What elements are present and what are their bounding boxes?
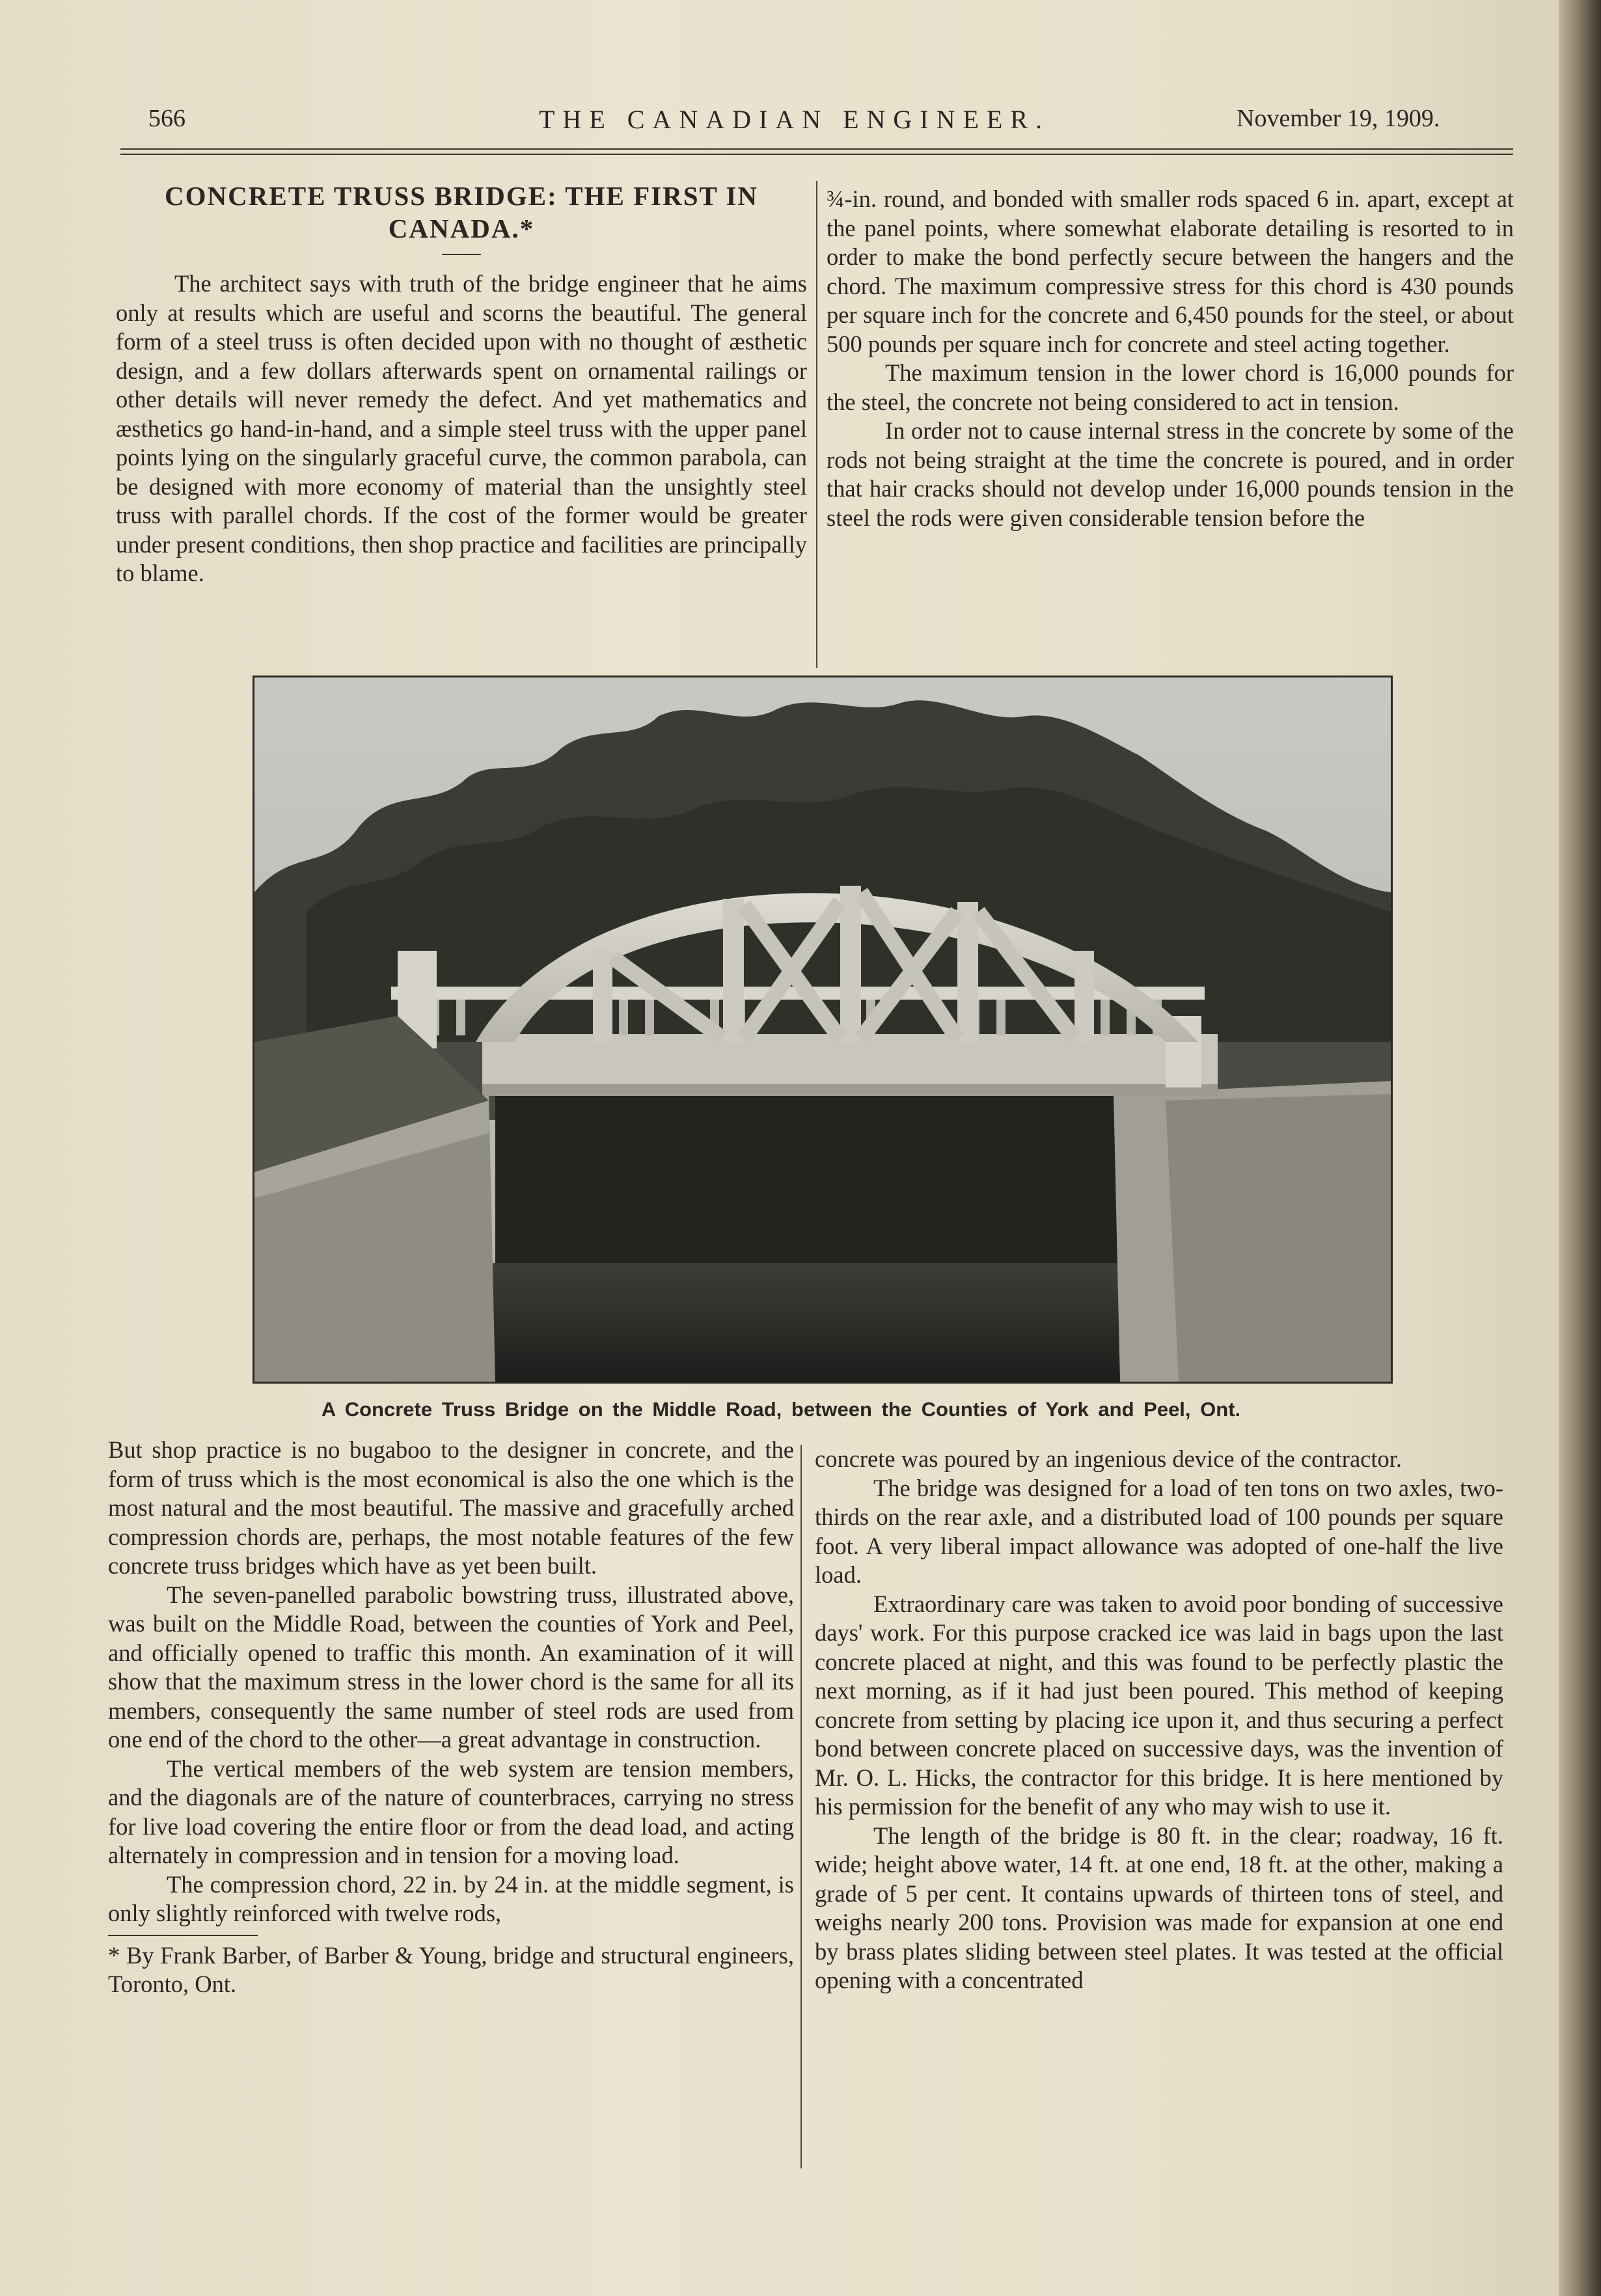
paragraph: Extraordinary care was taken to avoid poor bonding of successive days' work. For this purpose cracked ice was laid in bags upon the last concrete placed at night, and this was found to be perfectly plastic the next morning, as if it had just been poured. This method of keeping concrete from setting by placing ice upon it, and thus securing a perfect bond between concrete placed on successive days, was the invention of Mr. O. L. Hicks, the contractor for this bridge. It is here mentioned by his permission for the benefit of any who may wish to use it. — [815, 1590, 1503, 1820]
column-rule-top — [816, 181, 817, 668]
paragraph: The bridge was designed for a load of ten tons on two axles, two-thirds on the rear axle, and a distributed load of 100 pounds per square foot. A very liberal impact allowance was adopted of one-half the live load. — [815, 1474, 1503, 1588]
footnote-rule — [108, 1935, 258, 1936]
paragraph: The compression chord, 22 in. by 24 in. at the middle segment, is only slightly reinforced with twelve rods, — [108, 1870, 794, 1926]
header-rule — [120, 148, 1513, 150]
bridge-photograph — [253, 676, 1393, 1384]
running-head — [0, 104, 1562, 143]
header-rule-double — [120, 154, 1513, 155]
paragraph: The architect says with truth of the bridge engineer that he aims only at results which are useful and scorns the beautiful. The general form of a steel truss is often decided upon with no thought of æsthetic design, and a few dollars afterwards spent on ornamental railings or other details will never remedy the defect. And yet mathematics and æsthetics go hand-in-hand, and a simple steel truss with the upper panel points lying on the singularly graceful curve, the common parabola, can be designed with more economy of material than the unsightly steel truss with parallel chords. If the cost of the former would be greater under present conditions, then shop practice and facilities are principally to blame. — [116, 270, 807, 586]
paragraph: The seven-panelled parabolic bowstring truss, illustrated above, was built on the Middle Road, between the counties of York and Peel, and officially opened to traffic this month. An examination of it will show that the maximum stress in the lower chord is the same for all its members, consequently the same number of steel rods are used from one end of the chord to the other—a great advantage in construction. — [108, 1581, 794, 1753]
paragraph: The length of the bridge is 80 ft. in the clear; roadway, 16 ft. wide; height above water, 14 ft. at one end, 18 ft. at the other, making a grade of 5 per cent. It contains upwards of thirteen tons of steel, and weighs nearly 200 tons. Provision was made for expansion at one end by brass plates sliding between steel plates. It was tested at the official opening with a concentrated — [815, 1822, 1503, 1993]
column-right-top — [827, 185, 1514, 532]
footnote: * By Frank Barber, of Barber & Young, bridge and structural engineers, Toronto, Ont. — [108, 1941, 794, 1997]
column-left-bottom — [108, 1436, 794, 1999]
journal-name: THE CANADIAN ENGINEER. — [539, 105, 1050, 134]
article-title-line-1: CONCRETE TRUSS BRIDGE: THE FIRST IN — [165, 181, 758, 211]
paragraph: The vertical members of the web system are tension members, and the diagonals are of the nature of counterbraces, carrying no stress for live load covering the entire floor or from the dead load, and acting alternately in compression and in tension for a moving load. — [108, 1755, 794, 1868]
issue-date: November 19, 1909. — [1237, 105, 1440, 132]
article-title — [116, 180, 807, 245]
photo-caption: A Concrete Truss Bridge on the Middle Road, between the Counties of York and Peel, Ont. — [321, 1398, 1241, 1421]
article-title-line-2: CANADA.* — [388, 213, 535, 243]
column-right-bottom — [815, 1445, 1503, 1995]
page-number: 566 — [148, 105, 185, 132]
paragraph: concrete was poured by an ingenious device of the contractor. — [815, 1445, 1403, 1472]
column-rule-bottom — [800, 1445, 802, 2168]
column-left-top — [116, 180, 807, 588]
paragraph: ¾-in. round, and bonded with smaller rods spaced 6 in. apart, except at the panel points, where somewhat elaborate detailing is resorted to in order to make the bond perfectly secure between the hangers and the chord. The maximum compressive stress for this chord is 430 pounds per square inch for the concrete and 6,450 pounds for the steel, or about 500 pounds per square inch for concrete and steel acting together. — [827, 185, 1514, 357]
paragraph: The maximum tension in the lower chord is 16,000 pounds for the steel, the concrete not being considered to act in tension. — [827, 359, 1514, 415]
paragraph: But shop practice is no bugaboo to the designer in concrete, and the form of truss which is the most economical is also the one which is the most natural and the most beautiful. The massive and gracefully arched compression chords are, perhaps, the most notable features of the few concrete truss bridges which have as yet been built. — [108, 1436, 794, 1579]
paragraph: In order not to cause internal stress in the concrete by some of the rods not being straight at the time the concrete is poured, and in order that hair cracks should not develop under 16,000 pounds tension in the steel the rods were given considerable tension before the — [827, 417, 1514, 531]
title-rule — [442, 254, 481, 255]
binding-gutter — [1559, 0, 1601, 2296]
